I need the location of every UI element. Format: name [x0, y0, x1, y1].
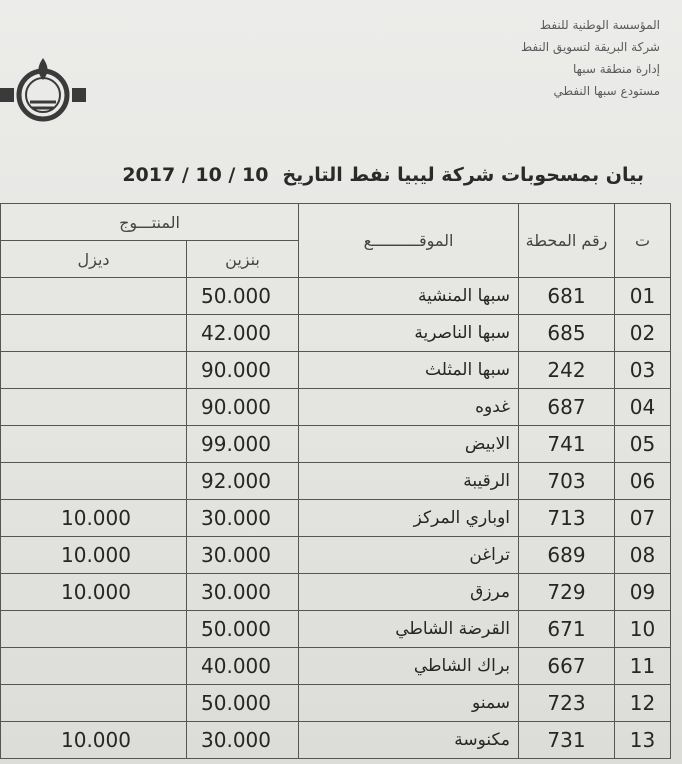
row-diesel: [1, 685, 187, 722]
table-row: [1, 426, 671, 463]
row-location: سبها المنشية: [299, 278, 519, 315]
row-station: 685: [519, 315, 615, 352]
org-line: إدارة منطقة سبها: [573, 62, 660, 76]
row-diesel: 10.000: [1, 722, 187, 759]
row-number: 03: [615, 352, 671, 389]
document-title-row: [44, 158, 644, 192]
row-location: مكنوسة: [299, 722, 519, 759]
row-location: سبها المثلث: [299, 352, 519, 389]
row-benzine: 92.000: [187, 463, 299, 500]
row-station: 729: [519, 574, 615, 611]
row-benzine: 50.000: [187, 685, 299, 722]
organization-header: [340, 14, 660, 102]
row-station: 731: [519, 722, 615, 759]
row-location: سبها الناصرية: [299, 315, 519, 352]
table-row: [1, 574, 671, 611]
row-number: 01: [615, 278, 671, 315]
row-station: 713: [519, 500, 615, 537]
row-location: سمنو: [299, 685, 519, 722]
row-location: القرضة الشاطي: [299, 611, 519, 648]
table-row: [1, 648, 671, 685]
row-benzine: 30.000: [187, 574, 299, 611]
row-benzine: 90.000: [187, 352, 299, 389]
company-logo-icon: [0, 50, 90, 140]
row-diesel: [1, 315, 187, 352]
row-station: 671: [519, 611, 615, 648]
table-row: [1, 463, 671, 500]
row-diesel: 10.000: [1, 537, 187, 574]
header-no: ت: [615, 204, 671, 278]
row-location: مرزق: [299, 574, 519, 611]
row-number: 12: [615, 685, 671, 722]
table-row: [1, 352, 671, 389]
document-date: 2017 / 10 / 10: [122, 164, 269, 186]
row-diesel: [1, 389, 187, 426]
row-location: تراغن: [299, 537, 519, 574]
row-number: 10: [615, 611, 671, 648]
row-diesel: [1, 352, 187, 389]
row-diesel: [1, 278, 187, 315]
table-row: [1, 722, 671, 759]
table-row: [1, 389, 671, 426]
row-location: براك الشاطي: [299, 648, 519, 685]
row-benzine: 50.000: [187, 278, 299, 315]
row-diesel: [1, 426, 187, 463]
org-line: المؤسسة الوطنية للنفط: [539, 18, 660, 32]
row-benzine: 99.000: [187, 426, 299, 463]
row-station: 242: [519, 352, 615, 389]
row-number: 11: [615, 648, 671, 685]
row-number: 08: [615, 537, 671, 574]
row-diesel: 10.000: [1, 574, 187, 611]
header-diesel: ديزل: [1, 241, 187, 278]
table-row: [1, 685, 671, 722]
header-location: الموقــــــــــع: [299, 204, 519, 278]
withdrawals-table: [0, 203, 671, 759]
row-number: 06: [615, 463, 671, 500]
row-station: 681: [519, 278, 615, 315]
row-benzine: 30.000: [187, 500, 299, 537]
table-row: [1, 278, 671, 315]
table-row: [1, 611, 671, 648]
row-station: 741: [519, 426, 615, 463]
row-benzine: 40.000: [187, 648, 299, 685]
table-row: [1, 537, 671, 574]
row-number: 04: [615, 389, 671, 426]
header-station: رقم المحطة: [519, 204, 615, 278]
row-station: 687: [519, 389, 615, 426]
row-number: 09: [615, 574, 671, 611]
row-diesel: [1, 463, 187, 500]
row-station: 667: [519, 648, 615, 685]
row-station: 723: [519, 685, 615, 722]
row-benzine: 50.000: [187, 611, 299, 648]
row-location: اوباري المركز: [299, 500, 519, 537]
row-number: 07: [615, 500, 671, 537]
row-location: الرقيبة: [299, 463, 519, 500]
document-title: بيان بمسحوبات شركة ليبيا نفط التاريخ: [282, 164, 644, 186]
table-row: [1, 500, 671, 537]
header-benzine: بنزين: [187, 241, 299, 278]
row-diesel: 10.000: [1, 500, 187, 537]
row-station: 703: [519, 463, 615, 500]
row-diesel: [1, 611, 187, 648]
row-location: الابيض: [299, 426, 519, 463]
org-line: شركة البريقة لتسويق النفط: [521, 40, 660, 54]
row-benzine: 30.000: [187, 722, 299, 759]
row-benzine: 90.000: [187, 389, 299, 426]
row-number: 05: [615, 426, 671, 463]
row-number: 13: [615, 722, 671, 759]
row-benzine: 30.000: [187, 537, 299, 574]
row-number: 02: [615, 315, 671, 352]
row-location: غدوه: [299, 389, 519, 426]
org-line: مستودع سبها النفطي: [553, 84, 660, 98]
table-row: [1, 315, 671, 352]
header-product: المنتـــوج: [1, 204, 299, 241]
row-benzine: 42.000: [187, 315, 299, 352]
row-station: 689: [519, 537, 615, 574]
row-diesel: [1, 648, 187, 685]
